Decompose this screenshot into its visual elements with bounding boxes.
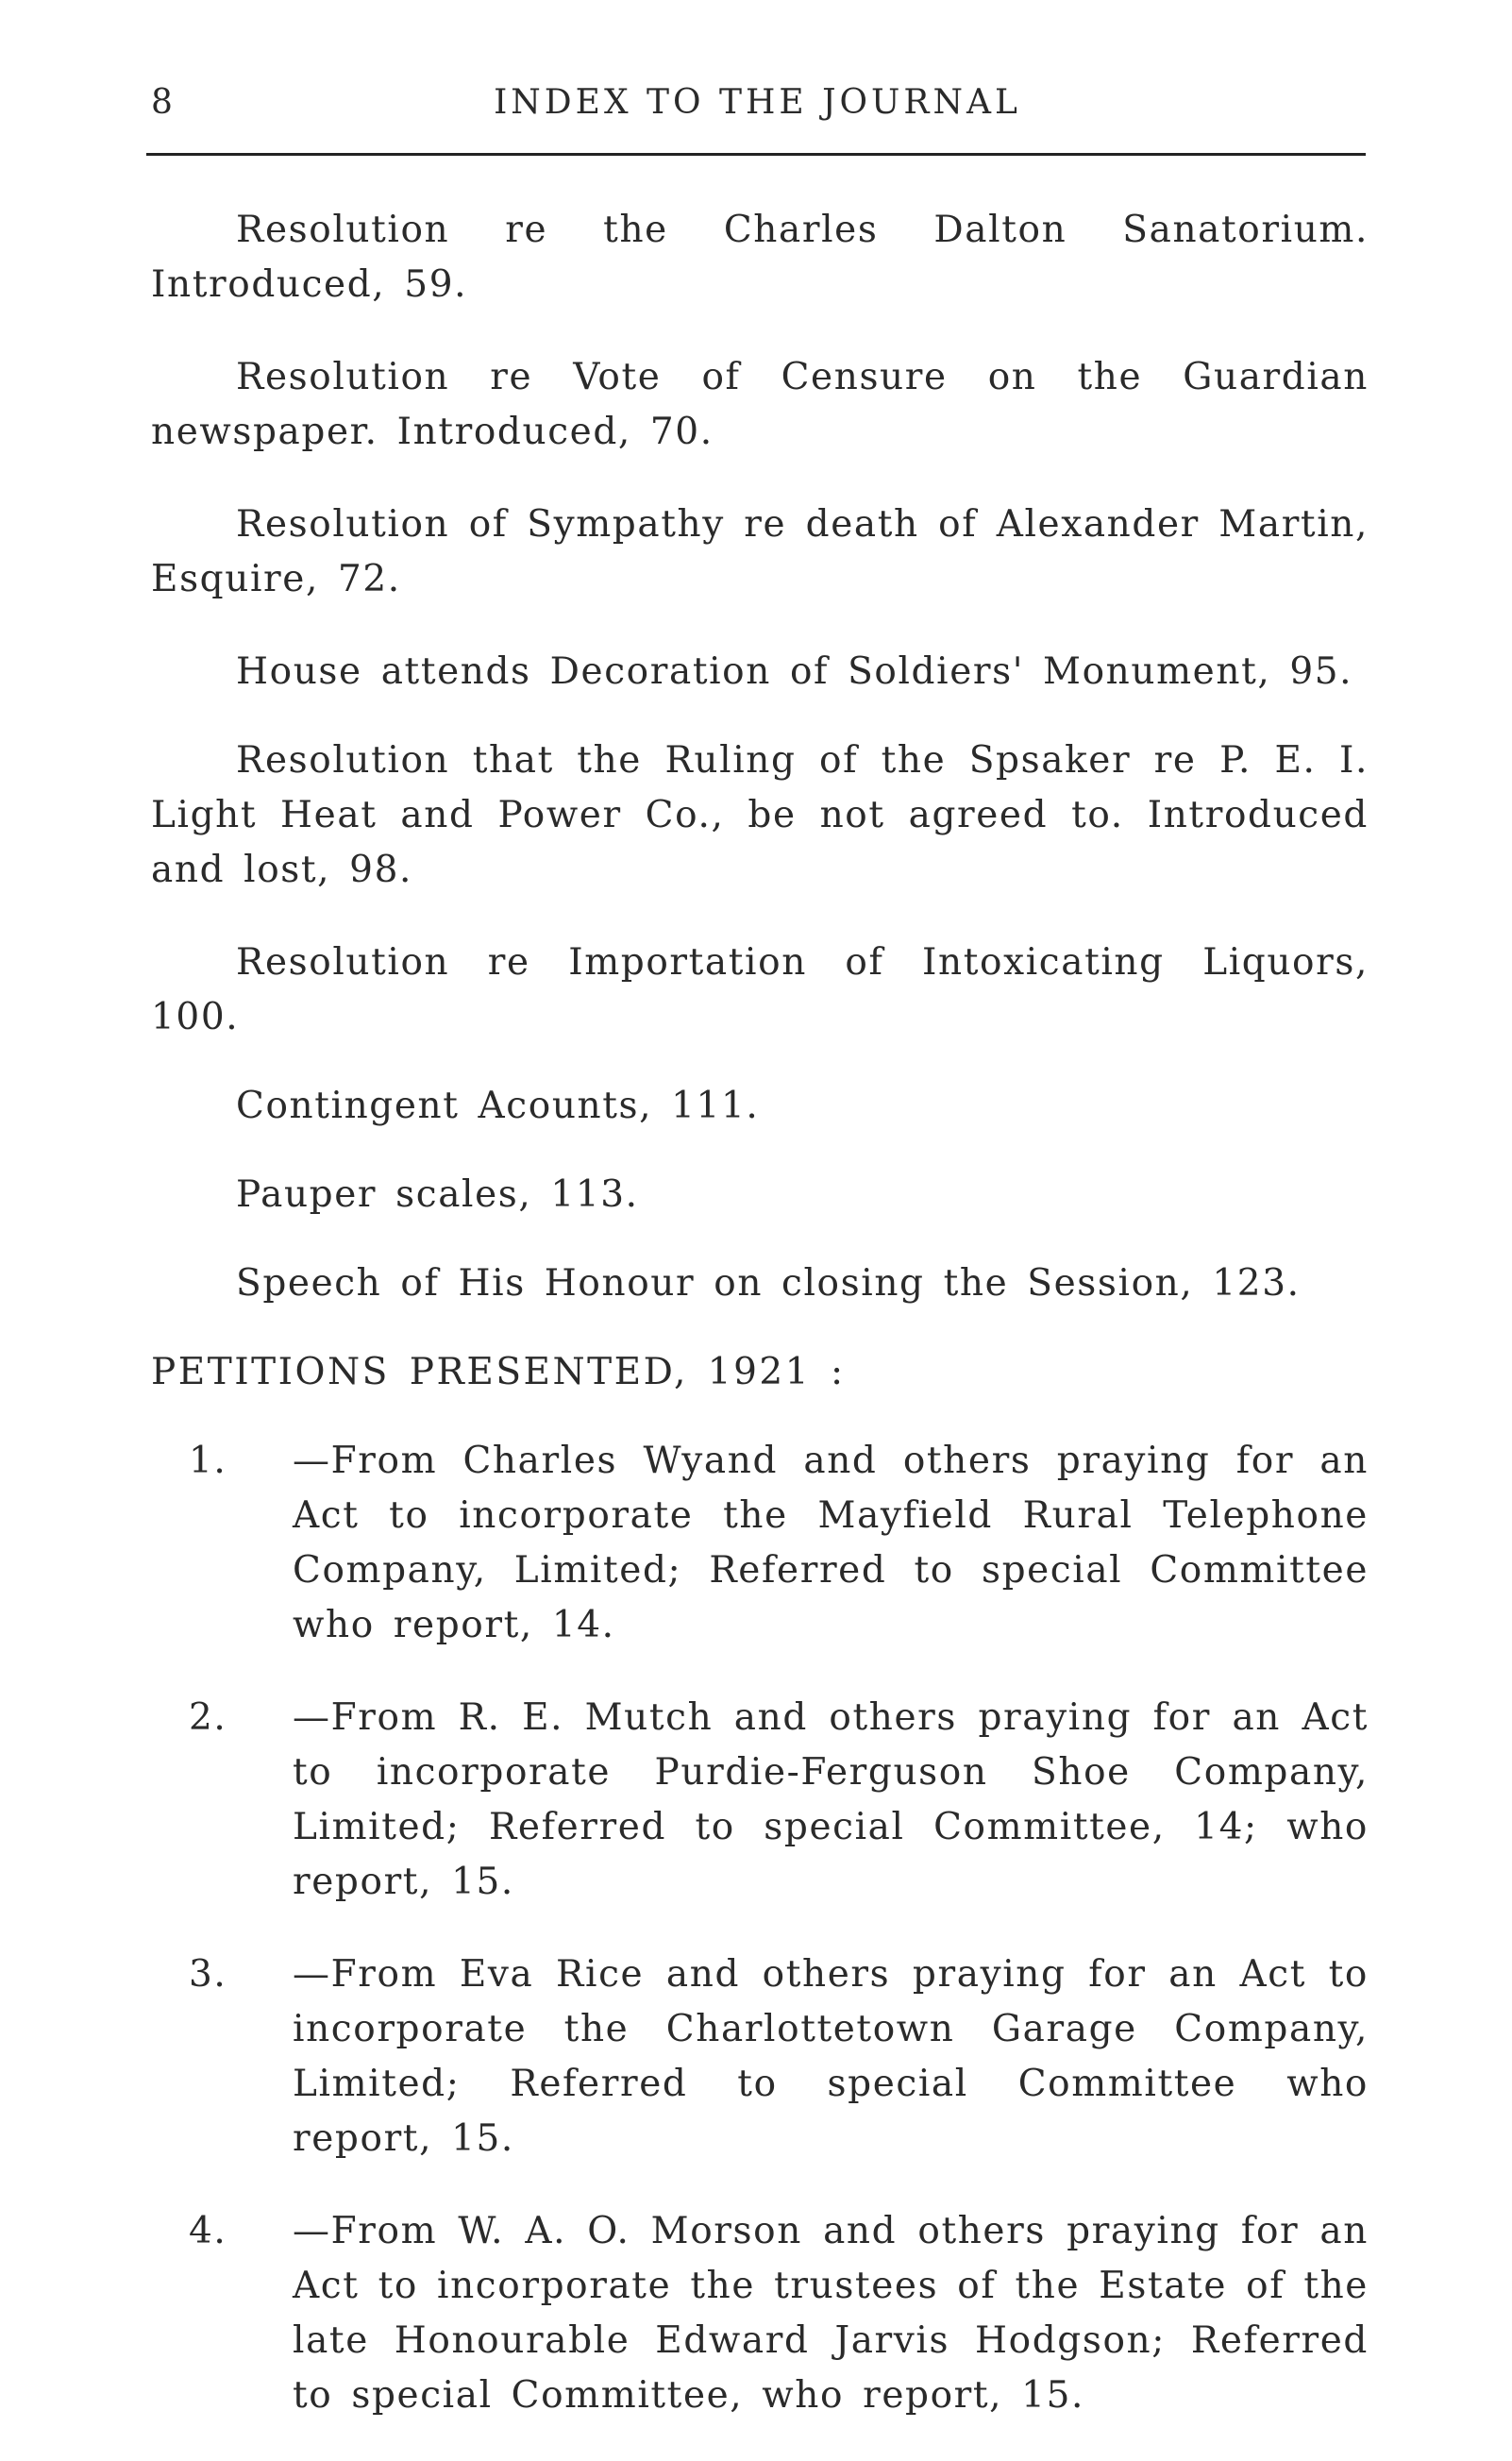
- petition-text: —From R. E. Mutch and others praying for an Act to incorporate Purdie-Ferguson Shoe Company, Limited; Referred to special Committee, 14; who report, 15.: [293, 1696, 1369, 1903]
- index-entry: Contingent Acounts, 111.: [236, 1085, 760, 1127]
- index-entry: Resolution of Sympathy re death of Alexander Martin, Esquire, 72.: [151, 503, 1369, 600]
- page-header: [151, 83, 1364, 140]
- petition-text: —From W. A. O. Morson and others praying for an Act to incorporate the trustees of the Estate of the late Honourable Edward Jarvis Hodgson; Referred to special Committee, who report, 15.: [293, 2210, 1369, 2417]
- petition-text: —From Charles Wyand and others praying for an Act to incorporate the Mayfield Rural Telephone Company, Limited; Referred to special Committee who report, 14.: [293, 1440, 1369, 1646]
- index-entry: Resolution that the Ruling of the Spsaker re P. E. I. Light Heat and Power Co., be not agreed to. Introduced and lost, 98.: [151, 739, 1369, 891]
- index-entry: Resolution re Importation of Intoxicating Liquors, 100.: [151, 941, 1369, 1038]
- petition-item: [189, 1947, 1369, 2166]
- petition-item: [189, 1691, 1369, 1910]
- petition-number: 1.: [189, 1440, 227, 1482]
- petition-number: 2.: [189, 1696, 227, 1739]
- index-entry: House attends Decoration of Soldiers' Monument, 95.: [236, 650, 1353, 693]
- petition-text: —From Eva Rice and others praying for an Act to incorporate the Charlottetown Garage Company, Limited; Referred to special Committee who report, 15.: [293, 1953, 1369, 2160]
- index-body: [151, 203, 1369, 2461]
- petition-number: 3.: [189, 1953, 227, 1996]
- index-entry: Speech of His Honour on closing the Session, 123.: [236, 1262, 1301, 1305]
- petition-item: [189, 2204, 1369, 2423]
- petition-item: [189, 1434, 1369, 1653]
- index-entry: Resolution re Vote of Censure on the Guardian newspaper. Introduced, 70.: [151, 356, 1369, 453]
- petition-number: 4.: [189, 2210, 227, 2252]
- header-rule: [146, 153, 1366, 156]
- index-entry: Resolution re the Charles Dalton Sanatorium. Introduced, 59.: [151, 209, 1369, 306]
- index-entry: Pauper scales, 113.: [236, 1173, 639, 1216]
- running-head: INDEX TO THE JOURNAL: [494, 83, 1021, 122]
- section-heading-petitions: PETITIONS PRESENTED, 1921 :: [151, 1351, 846, 1393]
- page-number: 8: [151, 83, 174, 122]
